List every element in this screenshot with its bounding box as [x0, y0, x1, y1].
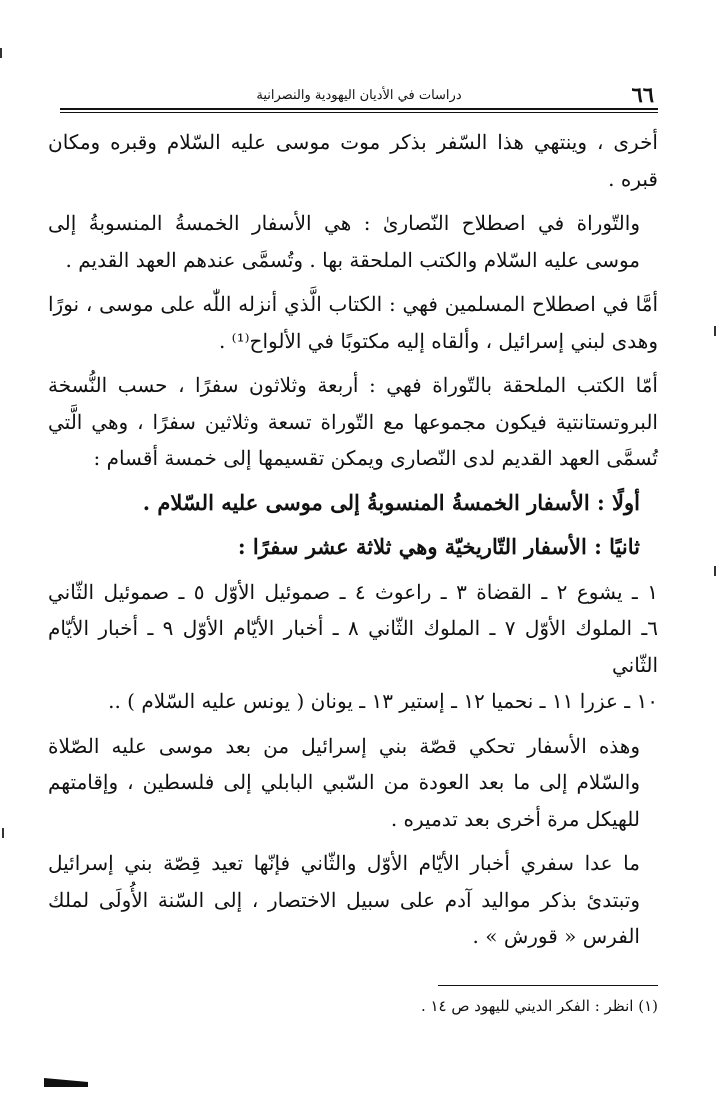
scan-margin-mark: [714, 326, 716, 336]
book-list-line: ١٠ ـ عزرا ١١ ـ نحميا ١٢ ـ إستير ١٣ ـ يونان ( يونس عليه السّلام ) ..: [108, 689, 658, 713]
scan-margin-mark: [714, 566, 716, 576]
page-number: ٦٦: [631, 82, 654, 107]
paragraph-torah-muslim: أمَّا في اصطلاح المسلمين فهي : الكتاب الَّذي أنزله اللّٰه على موسى ، نورًا وهدى لبني إسرائيل ، وألقاه إليه مكتوبًا في الألواح⁽¹⁾ .: [48, 292, 658, 353]
book-list-line: ١ ـ يشوع ٢ ـ القضاة ٣ ـ راعوث ٤ ـ صموئيل الأوّل ٥ ـ صموئيل الثّاني: [48, 579, 658, 604]
section-heading-second: ثانيًا : الأسفار التّاريخيّة وهي ثلاثة عشر سفرًا :: [237, 534, 640, 559]
page-corner-mark: [44, 1078, 88, 1087]
paragraph-historical-books: وهذه الأسفار تحكي قصّة بني إسرائيل من بعد موسى عليه الصّلاة والسّلام إلى ما بعد العودة من السّبي البابلي إلى فلسطين ، وإقامتهم للهيكل مرة أخرى بعد تدميره .: [48, 733, 640, 831]
running-title: دراسات في الأديان اليهودية والنصرانية: [256, 88, 462, 103]
footnote: (١) انظر : الفكر الديني لليهود ص ١٤ .: [420, 997, 658, 1015]
paragraph-appended-books: أمّا الكتب الملحقة بالتّوراة فهي : أربعة وثلاثون سفرًا ، حسب النُّسخة البروتستانتية فيكون مجموعها مع التّوراة تسعة وثلاثين سفرًا ، وهي الَّتي تُسمَّى العهد القديم لدى النّصارى ويمكن تقسيمها إلى خمسة أقسام :: [48, 373, 658, 470]
header-rule: [60, 108, 658, 110]
book-list-line: ٦ـ الملوك الأوّل ٧ ـ الملوك الثّاني ٨ ـ أخبار الأيّام الأوّل ٩ ـ أخبار الأيّام الثّاني: [48, 616, 658, 677]
body-text: [48, 124, 658, 955]
paragraph-continuation: أخرى ، وينتهي هذا السّفر بذكر موت موسى عليه السّلام وقبره ومكان قبره .: [48, 130, 658, 191]
header-rule-thin: [60, 112, 658, 113]
scan-margin-mark: [2, 828, 4, 838]
paragraph-torah-christian: والتّوراة في اصطلاح النّصارىٰ : هي الأسفار الخمسةُ المنسوبةُ إلى موسى عليه السّلام والكتب الملحقة بها . وتُسمَّى عندهم العهد القديم .: [48, 211, 640, 272]
section-heading-first: أولًا : الأسفار الخمسةُ المنسوبةُ إلى موسى عليه السّلام .: [142, 489, 640, 515]
page-header: [60, 82, 658, 108]
scan-margin-mark: [0, 48, 2, 58]
paragraph-chronicles: ما عدا سفري أخبار الأيّام الأوّل والثّاني فإنّها تعيد قِصّة بني إسرائيل وتبتدئ بذكر مواليد آدم على سبيل الاختصار ، إلى السّنة الأُولَى لملك الفرس « قورش » .: [48, 851, 640, 948]
footnote-rule: [438, 985, 658, 986]
